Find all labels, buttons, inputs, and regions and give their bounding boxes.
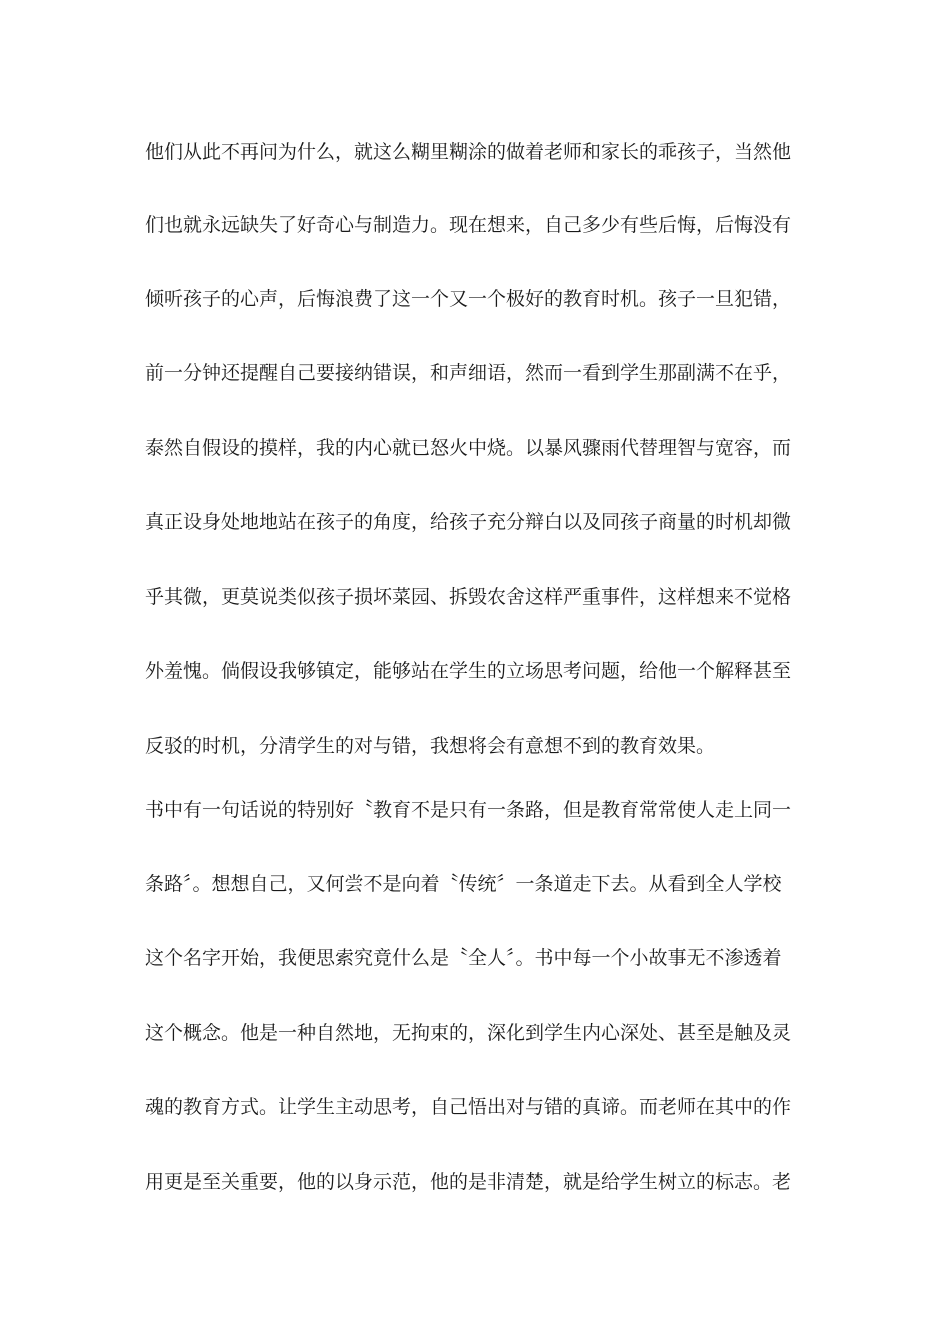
text-line-11: 条路〞。想想自己，又何尝不是向着〝传统〞一条道走下去。从看到全人学校 — [145, 873, 782, 895]
text-line-12: 这个名字开始，我便思索究竟什么是〝全人〞。书中每一个小故事无不渗透着 — [145, 947, 782, 969]
text-line-7: 乎其微，更莫说类似孩子损坏菜园、拆毁农舍这样严重事件，这样想来不觉格 — [145, 586, 792, 608]
text-line-5: 泰然自假设的摸样，我的内心就已怒火中烧。以暴风骤雨代替理智与宽容，而 — [145, 437, 792, 459]
text-line-6: 真正设身处地地站在孩子的角度，给孩子充分辩白以及同孩子商量的时机却微 — [145, 511, 792, 533]
text-line-13: 这个概念。他是一种自然地，无拘束的，深化到学生内心深处、甚至是触及灵 — [145, 1022, 792, 1044]
text-line-4: 前一分钟还提醒自己要接纳错误，和声细语，然而一看到学生那副满不在乎， — [145, 362, 792, 384]
text-line-9: 反驳的时机，分清学生的对与错，我想将会有意想不到的教育效果。 — [145, 735, 716, 757]
text-line-1: 他们从此不再问为什么，就这么糊里糊涂的做着老师和家长的乖孩子，当然他 — [145, 141, 792, 163]
text-line-8: 外羞愧。倘假设我够镇定，能够站在学生的立场思考问题，给他一个解释甚至 — [145, 660, 792, 682]
text-line-14: 魂的教育方式。让学生主动思考，自己悟出对与错的真谛。而老师在其中的作 — [145, 1096, 792, 1118]
text-line-2: 们也就永远缺失了好奇心与制造力。现在想来，自己多少有些后悔，后悔没有 — [145, 214, 792, 236]
text-line-10: 书中有一句话说的特别好〝教育不是只有一条路，但是教育常常使人走上同一 — [145, 799, 792, 821]
text-line-15: 用更是至关重要，他的以身示范，他的是非清楚，就是给学生树立的标志。老 — [145, 1171, 792, 1193]
text-line-3: 倾听孩子的心声，后悔浪费了这一个又一个极好的教育时机。孩子一旦犯错， — [145, 288, 792, 310]
